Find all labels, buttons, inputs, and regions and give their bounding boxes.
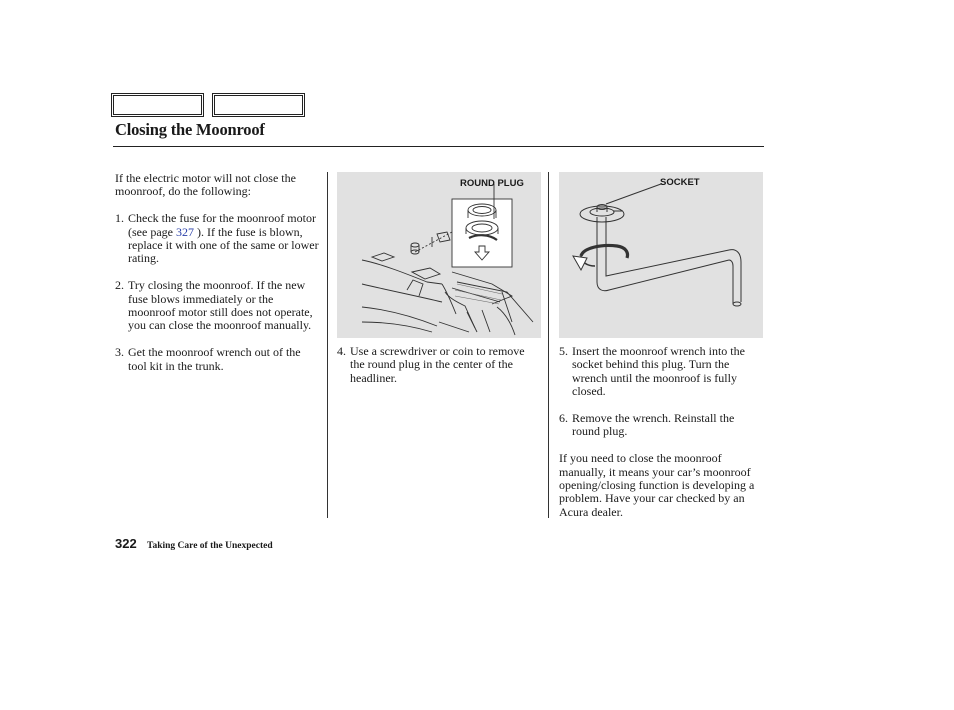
dealer-note: If you need to close the moonroof manually, it means your car’s moonroof opening/closing function is developing a problem. Have your car checked by an Acura dealer.	[559, 451, 755, 519]
step-number: 2.	[115, 278, 124, 293]
column-1	[115, 172, 321, 373]
step-text: Get the moonroof wrench out of the tool kit in the trunk.	[128, 345, 301, 373]
step-text: ). If the fuse is blown, replace it with one of the same or lower rating.	[128, 224, 319, 266]
step-text: Use a screwdriver or coin to remove the round plug in the center of the headliner.	[350, 344, 525, 385]
step-4	[337, 345, 537, 385]
step-3	[115, 346, 321, 373]
step-5	[559, 345, 759, 399]
step-text: Check the fuse for the moonroof motor (see page	[128, 211, 316, 239]
step-text: Insert the moonroof wrench into the socket behind this plug. Turn the wrench until the moonroof is fully closed.	[572, 344, 745, 399]
step-number: 5.	[559, 344, 568, 358]
section-title: Taking Care of the Unexpected	[147, 541, 273, 551]
headliner-drawing	[337, 172, 541, 338]
page-number: 322	[115, 536, 137, 551]
column-2	[337, 345, 537, 385]
step-1	[115, 212, 321, 266]
socket-label: SOCKET	[660, 177, 700, 188]
step-6	[559, 412, 759, 439]
step-number: 4.	[337, 344, 346, 358]
page-link[interactable]: 327	[175, 224, 194, 239]
step-number: 6.	[559, 411, 568, 426]
round-plug-label: ROUND PLUG	[460, 178, 524, 189]
column-divider	[548, 172, 549, 518]
round-plug-illustration	[337, 172, 541, 338]
column-divider	[327, 172, 328, 518]
socket-wrench-illustration	[559, 172, 763, 338]
step-2	[115, 279, 321, 333]
title-divider	[113, 146, 764, 147]
intro-text: If the electric motor will not close the moonroof, do the following:	[115, 171, 296, 199]
step-text: Remove the wrench. Reinstall the round plug.	[572, 411, 735, 439]
page-title: Closing the Moonroof	[115, 120, 265, 139]
step-number: 1.	[115, 211, 124, 226]
column-3	[559, 345, 759, 519]
step-number: 3.	[115, 345, 124, 360]
step-text: Try closing the moonroof. If the new fuse blows immediately or the moonroof motor still does not operate, you can close the moonroof manually.	[128, 278, 313, 333]
nav-tab-box-2	[212, 93, 305, 117]
nav-tab-box-1	[111, 93, 204, 117]
wrench-drawing	[559, 172, 763, 338]
